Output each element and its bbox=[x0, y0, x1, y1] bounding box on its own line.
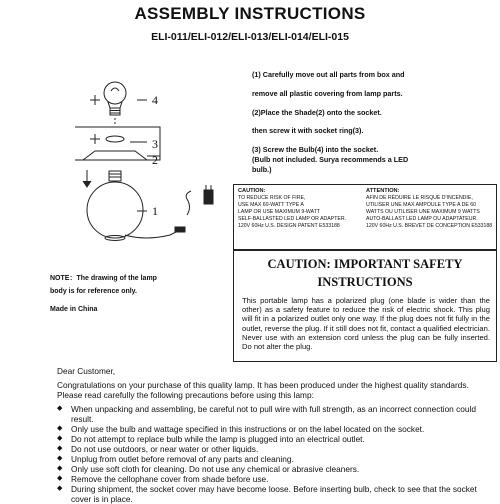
letter-greeting: Dear Customer, bbox=[57, 366, 116, 376]
warning-line: 120V 60Hz U.S. DESIGN PATENT E533188 bbox=[238, 223, 340, 230]
step-line: (3) Screw the Bulb(4) into the socket. bbox=[252, 145, 379, 155]
drawing-note bbox=[50, 272, 157, 298]
model-numbers: ELI-011/ELI-012/ELI-013/ELI-014/ELI-015 bbox=[151, 31, 349, 43]
step-line: then screw it with socket ring(3). bbox=[252, 126, 364, 136]
warning-line: USE MAX 60-WATT TYPE A bbox=[238, 202, 304, 209]
list-item: ◆ When unpacking and assembling, be careful not to pull wire with full strength, as an incorrect connection could result. bbox=[57, 404, 482, 424]
warning-heading-fr: ATTENTION: bbox=[366, 188, 400, 194]
list-item: ◆ Only use soft cloth for cleaning. Do not use any chemical or abrasive cleaners. bbox=[57, 464, 482, 474]
step-line: (1) Carefully move out all parts from box and bbox=[252, 70, 405, 79]
caution-box bbox=[233, 250, 497, 362]
part-label-1: 1 bbox=[152, 204, 158, 218]
warning-french bbox=[366, 188, 494, 231]
note-line: body is for reference only. bbox=[50, 288, 138, 295]
list-item: ◆ During shipment, the socket cover may have become loose. Before inserting bulb, check to see that the socket cover is in place. bbox=[57, 484, 482, 504]
letter-intro: Congratulations on your purchase of this quality lamp. It has been produced under the highest quality standards. Please read carefully the following precautions before using this lamp: bbox=[57, 380, 469, 400]
list-item: ◆ Only use the bulb and wattage specified in this instructions or on the label located on the socket. bbox=[57, 424, 482, 434]
part-label-2: 2 bbox=[152, 153, 158, 167]
warning-heading-en: CAUTION: bbox=[238, 188, 266, 194]
caution-body: This portable lamp has a polarized plug (one blade is wider than the other) as a safety feature to reduce the risk of electric shock. This plug will fit in a polarized outlet only one way. If the plug does not fit fully in the outlet, reverse the plug. If it still does not fit, contact a qualified electrician. Never use with an extension cord unless the plug can be fully inserted. Do not alter the plug. bbox=[242, 296, 490, 352]
warning-line: LAMP OR USE MAXIMUM 9-WATT bbox=[238, 209, 321, 216]
warning-line: TO REDUCE RISK OF FIRE, bbox=[238, 195, 306, 202]
caution-title bbox=[234, 255, 496, 291]
socket-ring-drawing bbox=[90, 134, 147, 144]
caution-title-line: INSTRUCTIONS bbox=[317, 275, 413, 289]
warning-label bbox=[233, 184, 497, 250]
warning-line: WATTS OU UTILISER UNE MAXIMUM 9 WATTS bbox=[366, 209, 480, 216]
warning-english bbox=[238, 188, 362, 231]
precautions-list bbox=[57, 404, 482, 504]
warning-line: AFIN DE RÉDUIRE LE RISQUE D'INCENDIE, bbox=[366, 195, 473, 202]
list-item: ◆ Remove the cellophane cover from shade before use. bbox=[57, 474, 482, 484]
part-label-4: 4 bbox=[152, 93, 158, 107]
step-line: bulb.) bbox=[252, 164, 272, 174]
page-title: ASSEMBLY INSTRUCTIONS bbox=[134, 4, 366, 23]
made-in-label: Made in China bbox=[50, 306, 98, 313]
note-line: NOTE：The drawing of the lamp bbox=[50, 275, 157, 282]
step-line: remove all plastic covering from lamp parts. bbox=[252, 88, 403, 98]
list-item: ◆ Do not use outdoors, or near water or other liquids. bbox=[57, 444, 482, 454]
lamp-base-drawing bbox=[83, 170, 213, 241]
assembly-steps bbox=[252, 70, 492, 175]
list-item: ◆ Unplug from outlet before removal of any parts and cleaning. bbox=[57, 454, 482, 464]
lamp-diagram bbox=[75, 75, 215, 280]
list-item: ◆ Do not attempt to replace bulb while the lamp is plugged into an electrical outlet. bbox=[57, 434, 482, 444]
warning-line: UTILISER UNE MAX AMPOULE TYPE A DE 60 bbox=[366, 202, 477, 209]
step-line: (2)Place the Shade(2) onto the socket. bbox=[252, 107, 382, 117]
part-label-3: 3 bbox=[152, 137, 158, 151]
warning-line: SELF-BALLASTED LED LAMP OR ADAPTER. bbox=[238, 216, 347, 223]
caution-title-line: CAUTION: IMPORTANT SAFETY bbox=[267, 257, 463, 271]
warning-line: AUTO-BALLAST LED LAMP OU ADAPTATEUR. bbox=[366, 216, 478, 223]
customer-letter bbox=[57, 366, 482, 504]
step-line: (Bulb not included. Surya recommends a LED bbox=[252, 154, 409, 164]
shade-drawing bbox=[75, 127, 160, 160]
warning-line: 120V 60Hz U.S. BREVET DE CONCEPTION E533188 bbox=[366, 223, 493, 230]
bulb-drawing bbox=[90, 82, 147, 125]
